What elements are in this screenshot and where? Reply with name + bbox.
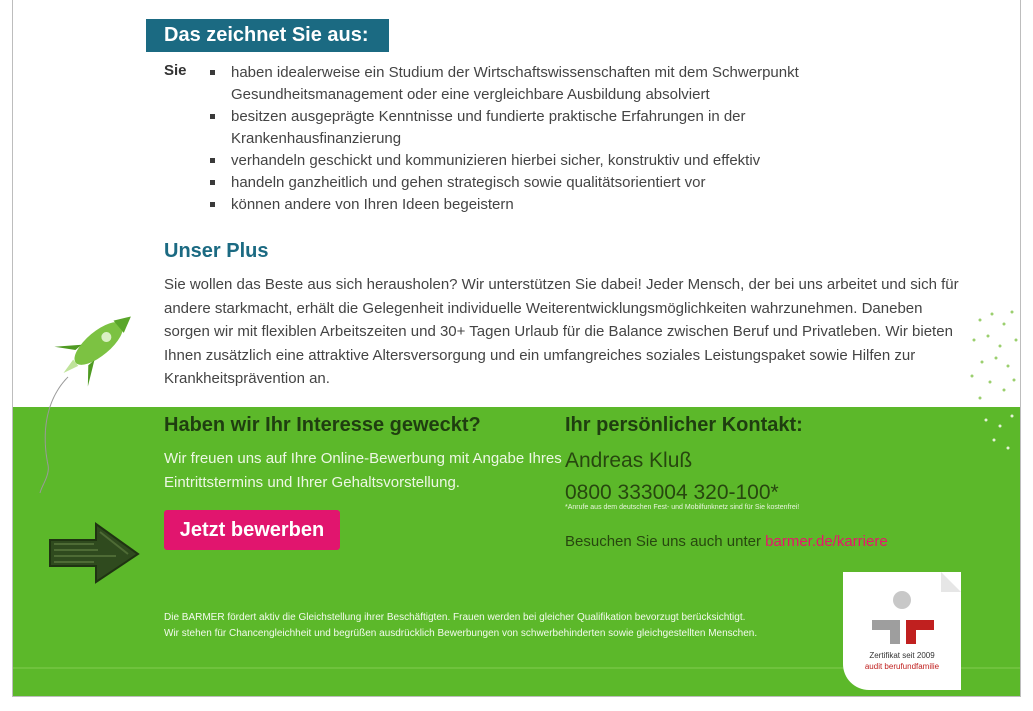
list-item-text: handeln ganzheitlich und gehen strategisch sowie qualitätsorientiert vor <box>231 174 706 191</box>
bullet-icon <box>210 158 215 163</box>
legal-line-1: Die BARMER fördert aktiv die Gleichstellung ihrer Beschäftigten. Frauen werden bei gleicher Qualifikation bevorzugt berücksichtigt. <box>164 612 746 623</box>
bullet-icon <box>210 180 215 185</box>
requirements-list <box>210 62 870 216</box>
bullet-icon <box>210 114 215 119</box>
section-heading: Das zeichnet Sie aus: <box>146 19 389 52</box>
certificate-badge <box>843 572 961 690</box>
list-item <box>210 172 870 194</box>
list-item <box>210 106 870 150</box>
list-item-text: haben idealerweise ein Studium der Wirtschaftswissenschaften mit dem Schwerpunkt Gesundheitsmanagement oder eine vergleichbare Ausbildung absolviert <box>231 64 799 103</box>
visit-line <box>565 533 888 550</box>
legal-notice <box>164 610 844 642</box>
subject-label: Sie <box>164 62 187 79</box>
badge-fold <box>941 572 961 592</box>
arrow-icon <box>46 518 141 588</box>
benefits-text: Sie wollen das Beste aus sich herausholen? Wir unterstützen Sie dabei! Jeder Mensch, der bei uns arbeitet und sich für andere starkmacht, erhält die Gelegenheit individuelle Weiterentwicklungsmöglichkeiten wahrzunehmen. Daneben sorgen wir mit flexiblen Arbeitszeiten und 30+ Tagen Urlaub für die Balance zwischen Beruf und Privatleben. Wir bieten Ihnen zusätzlich eine attraktive Altersversorgung und ein umfangreiches soziales Leistungspaket sowie Hilfen zur Krankheitsprävention an. <box>164 276 959 387</box>
list-item <box>210 62 870 106</box>
career-link[interactable]: barmer.de/karriere <box>765 533 888 550</box>
phone-note: *Anrufe aus dem deutschen Fest- und Mobilfunknetz sind für Sie kostenfrei! <box>565 504 800 511</box>
arrow-shape <box>50 524 138 582</box>
list-item-text: besitzen ausgeprägte Kenntnisse und fundierte praktische Erfahrungen in der Krankenhausfinanzierung <box>231 108 746 147</box>
certificate-line-2: audit berufundfamilie <box>864 662 940 671</box>
contact-title: Ihr persönlicher Kontakt: <box>565 414 803 436</box>
list-item-text: können andere von Ihren Ideen begeistern <box>231 196 514 213</box>
contact-name: Andreas Kluß <box>565 449 693 472</box>
rocket-icon <box>20 295 150 495</box>
cta-text: Wir freuen uns auf Ihre Online-Bewerbung mit Angabe Ihres Eintrittstermins und Ihrer Gehaltsvorstellung. <box>164 450 562 491</box>
contact-phone[interactable]: 0800 333004 320-100* <box>565 481 779 504</box>
list-item <box>210 150 870 172</box>
rocket-trail <box>40 377 68 493</box>
bullet-icon <box>210 202 215 207</box>
list-item-text: verhandeln geschickt und kommunizieren hierbei sicher, konstruktiv und effektiv <box>231 152 761 169</box>
dot-pattern-icon <box>960 300 1022 460</box>
benefits-title: Unser Plus <box>164 240 269 262</box>
visit-prefix: Besuchen Sie uns auch unter <box>565 533 766 550</box>
legal-line-2: Wir stehen für Chancengleichheit und begrüßen ausdrücklich Bewerbungen von schwerbehinderten sowie gleichgestellten Menschen. <box>164 628 758 639</box>
bullet-icon <box>210 70 215 75</box>
apply-button[interactable]: Jetzt bewerben <box>164 510 340 550</box>
list-item <box>210 194 870 216</box>
audit-logo-icon <box>868 590 938 648</box>
certificate-line-1: Zertifikat seit 2009 <box>869 651 935 660</box>
cta-title: Haben wir Ihr Interesse geweckt? <box>164 414 481 436</box>
